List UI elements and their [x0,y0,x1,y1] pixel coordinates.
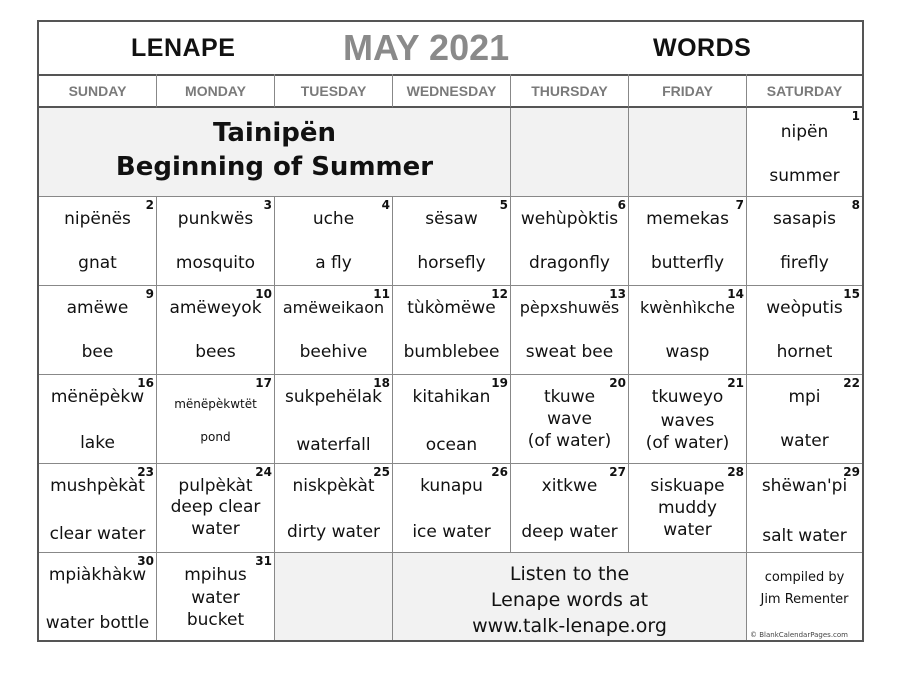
header-words: WORDS [653,34,752,62]
lenape-word: sasapis [773,209,836,229]
credit-line: compiled by [764,570,845,585]
lenape-word: tkuwe [543,387,596,407]
day-header-thursday: THURSDAY [511,74,629,108]
day-cell [747,464,862,553]
day-cell [39,464,157,553]
day-number: 3 [263,198,272,212]
header-lenape: LENAPE [131,34,236,62]
month-banner [39,108,511,197]
day-number: 21 [727,376,744,390]
lenape-word: mpiàkhàkw [48,565,147,585]
day-cell [275,286,393,375]
lenape-word: kunapu [420,476,483,496]
day-cell [157,286,275,375]
english-word: hornet [776,342,833,362]
english-word: dirty water [286,522,381,542]
english-word: waterfall [296,435,371,455]
lenape-word: siskuape [650,476,725,496]
english-word: butterfly [650,253,725,273]
lenape-word: mpi [788,387,821,407]
english-word: salt water [762,526,847,546]
lenape-word: tkuweyo [651,387,724,407]
day-cell [157,464,275,553]
english-word: water [780,431,829,451]
english-word: dragonfly [529,253,610,273]
day-cell-empty [275,553,393,640]
english-word: pond [200,430,231,444]
day-cell [629,286,747,375]
day-number: 15 [843,287,860,301]
day-cell [629,464,747,553]
english-word: water [663,520,712,540]
lenape-word: xitkwe [541,476,598,496]
day-header-friday: FRIDAY [629,74,747,108]
english-word: water bottle [45,613,150,633]
day-number: 23 [137,465,154,479]
english-word: (of water) [645,433,730,453]
english-word: clear water [49,524,146,544]
day-number: 17 [255,376,272,390]
header-month: MAY 2021 [343,27,510,68]
lenape-word: mënëpèkw [50,387,145,407]
day-number: 29 [843,465,860,479]
day-number: 1 [851,109,860,123]
day-cell [393,197,511,286]
day-cell [747,108,862,197]
lenape-word: amëwe [66,298,129,318]
english-word: deep clear [170,497,261,517]
day-cell [157,553,275,640]
banner-title: Tainipën [212,118,337,148]
day-header-sunday: SUNDAY [39,74,157,108]
day-number: 25 [373,465,390,479]
lenape-word: sësaw [425,209,478,229]
day-cell-empty [511,108,629,197]
credit-cell [747,553,862,640]
day-cell [39,375,157,464]
day-cell [157,197,275,286]
day-number: 8 [851,198,860,212]
day-number: 10 [255,287,272,301]
day-number: 14 [727,287,744,301]
english-word: summer [769,166,840,186]
calendar-header [39,22,862,76]
english-word: muddy [658,498,717,518]
day-number: 18 [373,376,390,390]
english-word: lake [80,433,115,453]
english-word: bucket [186,610,245,630]
listen-note [393,553,747,640]
day-number: 19 [491,376,508,390]
day-number: 7 [735,198,744,212]
lenape-word: amëweikaon [282,298,385,317]
day-cell [393,464,511,553]
day-number: 4 [381,198,390,212]
day-cell [747,375,862,464]
lenape-word: kwènhìkche [640,298,735,317]
english-word: firefly [780,253,829,273]
listen-line: Lenape words at [490,589,649,611]
english-word: water [191,588,240,608]
lenape-word: uche [312,209,355,229]
day-number: 28 [727,465,744,479]
day-number: 2 [145,198,154,212]
lenape-word: amëweyok [169,298,262,318]
day-number: 5 [499,198,508,212]
lenape-word: punkwës [177,209,254,229]
english-word: ice water [412,522,491,542]
day-number: 11 [373,287,390,301]
day-cell [393,375,511,464]
lenape-word: sukpehëlak [285,387,382,407]
listen-line: Listen to the [509,563,630,585]
english-word: beehive [299,342,368,362]
english-word: sweat bee [525,342,614,362]
english-word: wasp [665,342,710,362]
day-number: 20 [609,376,626,390]
day-cell [275,464,393,553]
english-word: gnat [78,253,117,273]
lenape-word: tùkòmëwe [407,298,496,318]
english-word: bumblebee [403,342,500,362]
day-cell [511,286,629,375]
calendar [37,20,864,642]
day-cell [393,286,511,375]
english-word: ocean [425,435,478,455]
english-word: deep water [521,522,618,542]
banner-subtitle: Beginning of Summer [115,152,434,182]
day-cell [629,375,747,464]
day-header-monday: MONDAY [157,74,275,108]
day-cell [39,286,157,375]
day-cell [511,375,629,464]
day-number: 31 [255,554,272,568]
day-number: 24 [255,465,272,479]
day-cell [39,553,157,640]
day-number: 30 [137,554,154,568]
lenape-word: shëwan'pi [761,476,848,496]
day-header-saturday: SATURDAY [747,74,862,108]
lenape-word: pulpèkàt [178,476,253,496]
lenape-word: weòputis [766,298,843,318]
day-cell-empty [629,108,747,197]
lenape-word: mushpèkàt [50,476,145,496]
day-cell [511,197,629,286]
day-cell [275,197,393,286]
day-cell [275,375,393,464]
english-word: horsefly [417,253,486,273]
listen-url-link[interactable]: www.talk-lenape.org [472,615,667,637]
lenape-word: niskpèkàt [292,476,375,496]
english-word: mosquito [175,253,256,273]
lenape-word: wehùpòktis [520,209,619,229]
day-cell [511,464,629,553]
day-number: 22 [843,376,860,390]
day-header-tuesday: TUESDAY [275,74,393,108]
day-number: 13 [609,287,626,301]
lenape-word: nipënës [64,209,131,229]
day-number: 12 [491,287,508,301]
day-cell [747,286,862,375]
english-word: wave [547,409,592,429]
day-cell [157,375,275,464]
lenape-word: mpihus [184,565,247,585]
day-cell [39,197,157,286]
day-cell [629,197,747,286]
day-number: 9 [145,287,154,301]
day-number: 27 [609,465,626,479]
english-word: bees [195,342,236,362]
day-number: 26 [491,465,508,479]
day-header-wednesday: WEDNESDAY [393,74,511,108]
lenape-word: nipën [780,122,829,142]
day-number: 6 [617,198,626,212]
english-word: bee [81,342,114,362]
credit-author: Jim Rementer [760,592,849,607]
english-word: waves [660,411,715,431]
copyright-text: © BlankCalendarPages.com [750,631,848,639]
day-cell [747,197,862,286]
english-word: (of water) [527,431,612,451]
lenape-word: pèpxshuwës [519,298,620,317]
day-number: 16 [137,376,154,390]
lenape-word: memekas [646,209,729,229]
english-word: a fly [315,253,352,273]
lenape-word: mënëpèkwtët [174,397,257,411]
lenape-word: kitahikan [412,387,491,407]
english-word: water [191,519,240,539]
